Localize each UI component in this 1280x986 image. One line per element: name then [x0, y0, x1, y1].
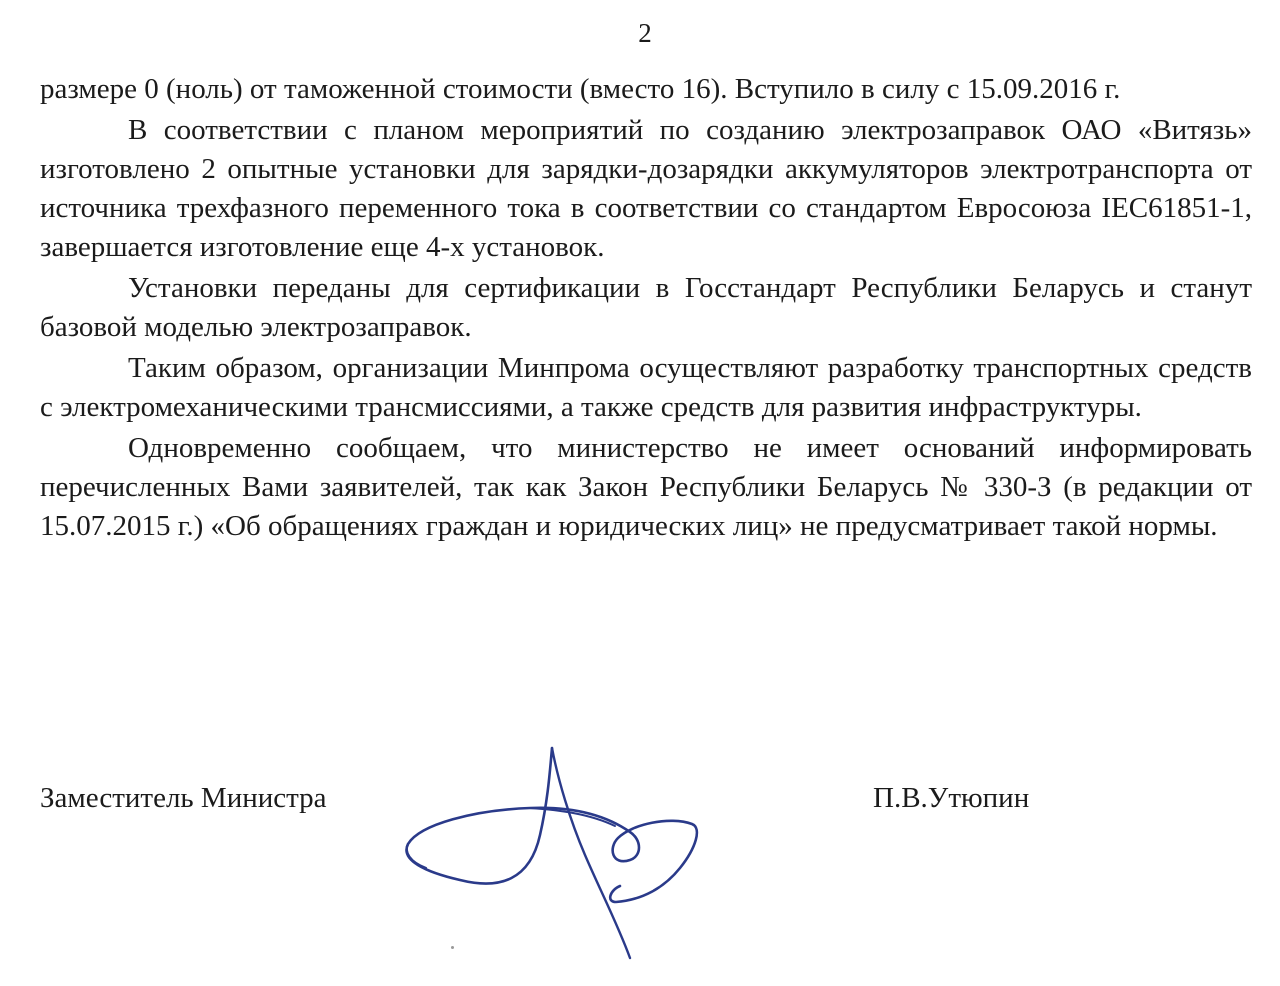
signatory-title: Заместитель Министра	[40, 782, 327, 814]
letter-body	[40, 70, 1252, 546]
paragraph-summary: Таким образом, организации Минпрома осуществляют разработку транспортных средств с электромеханическими трансмиссиями, а также средств для развития инфраструктуры.	[40, 352, 1252, 423]
paragraph-notice: Одновременно сообщаем, что министерство не имеет оснований информировать перечисленных Вами заявителей, так как Закон Республики Беларусь № 330-З (в редакции от 15.07.2015 г.) «Об обращениях граждан и юридических лиц» не предусматривает такой нормы.	[40, 432, 1252, 542]
scan-speck	[451, 946, 454, 949]
paragraph-certification: Установки переданы для сертификации в Госстандарт Республики Беларусь и станут базовой моделью электрозаправок.	[40, 272, 1252, 343]
page-number: 2	[638, 18, 652, 48]
signatory-name: П.В.Утюпин	[873, 782, 1030, 814]
signature-stroke-icon	[380, 740, 720, 970]
paragraph-vityaz: В соответствии с планом мероприятий по созданию электрозаправок ОАО «Витязь» изготовлено 2 опытные установки для зарядки-дозарядки аккумуляторов электротранспорта от источника трехфазного переменного тока в соответствии со стандартом Евросоюза IEC61851-1, завершается изготовление еще 4-х установок.	[40, 114, 1252, 263]
handwritten-signature	[380, 740, 720, 970]
paragraph-continuation: размере 0 (ноль) от таможенной стоимости (вместо 16). Вступило в силу с 15.09.2016 г.	[40, 73, 1121, 105]
